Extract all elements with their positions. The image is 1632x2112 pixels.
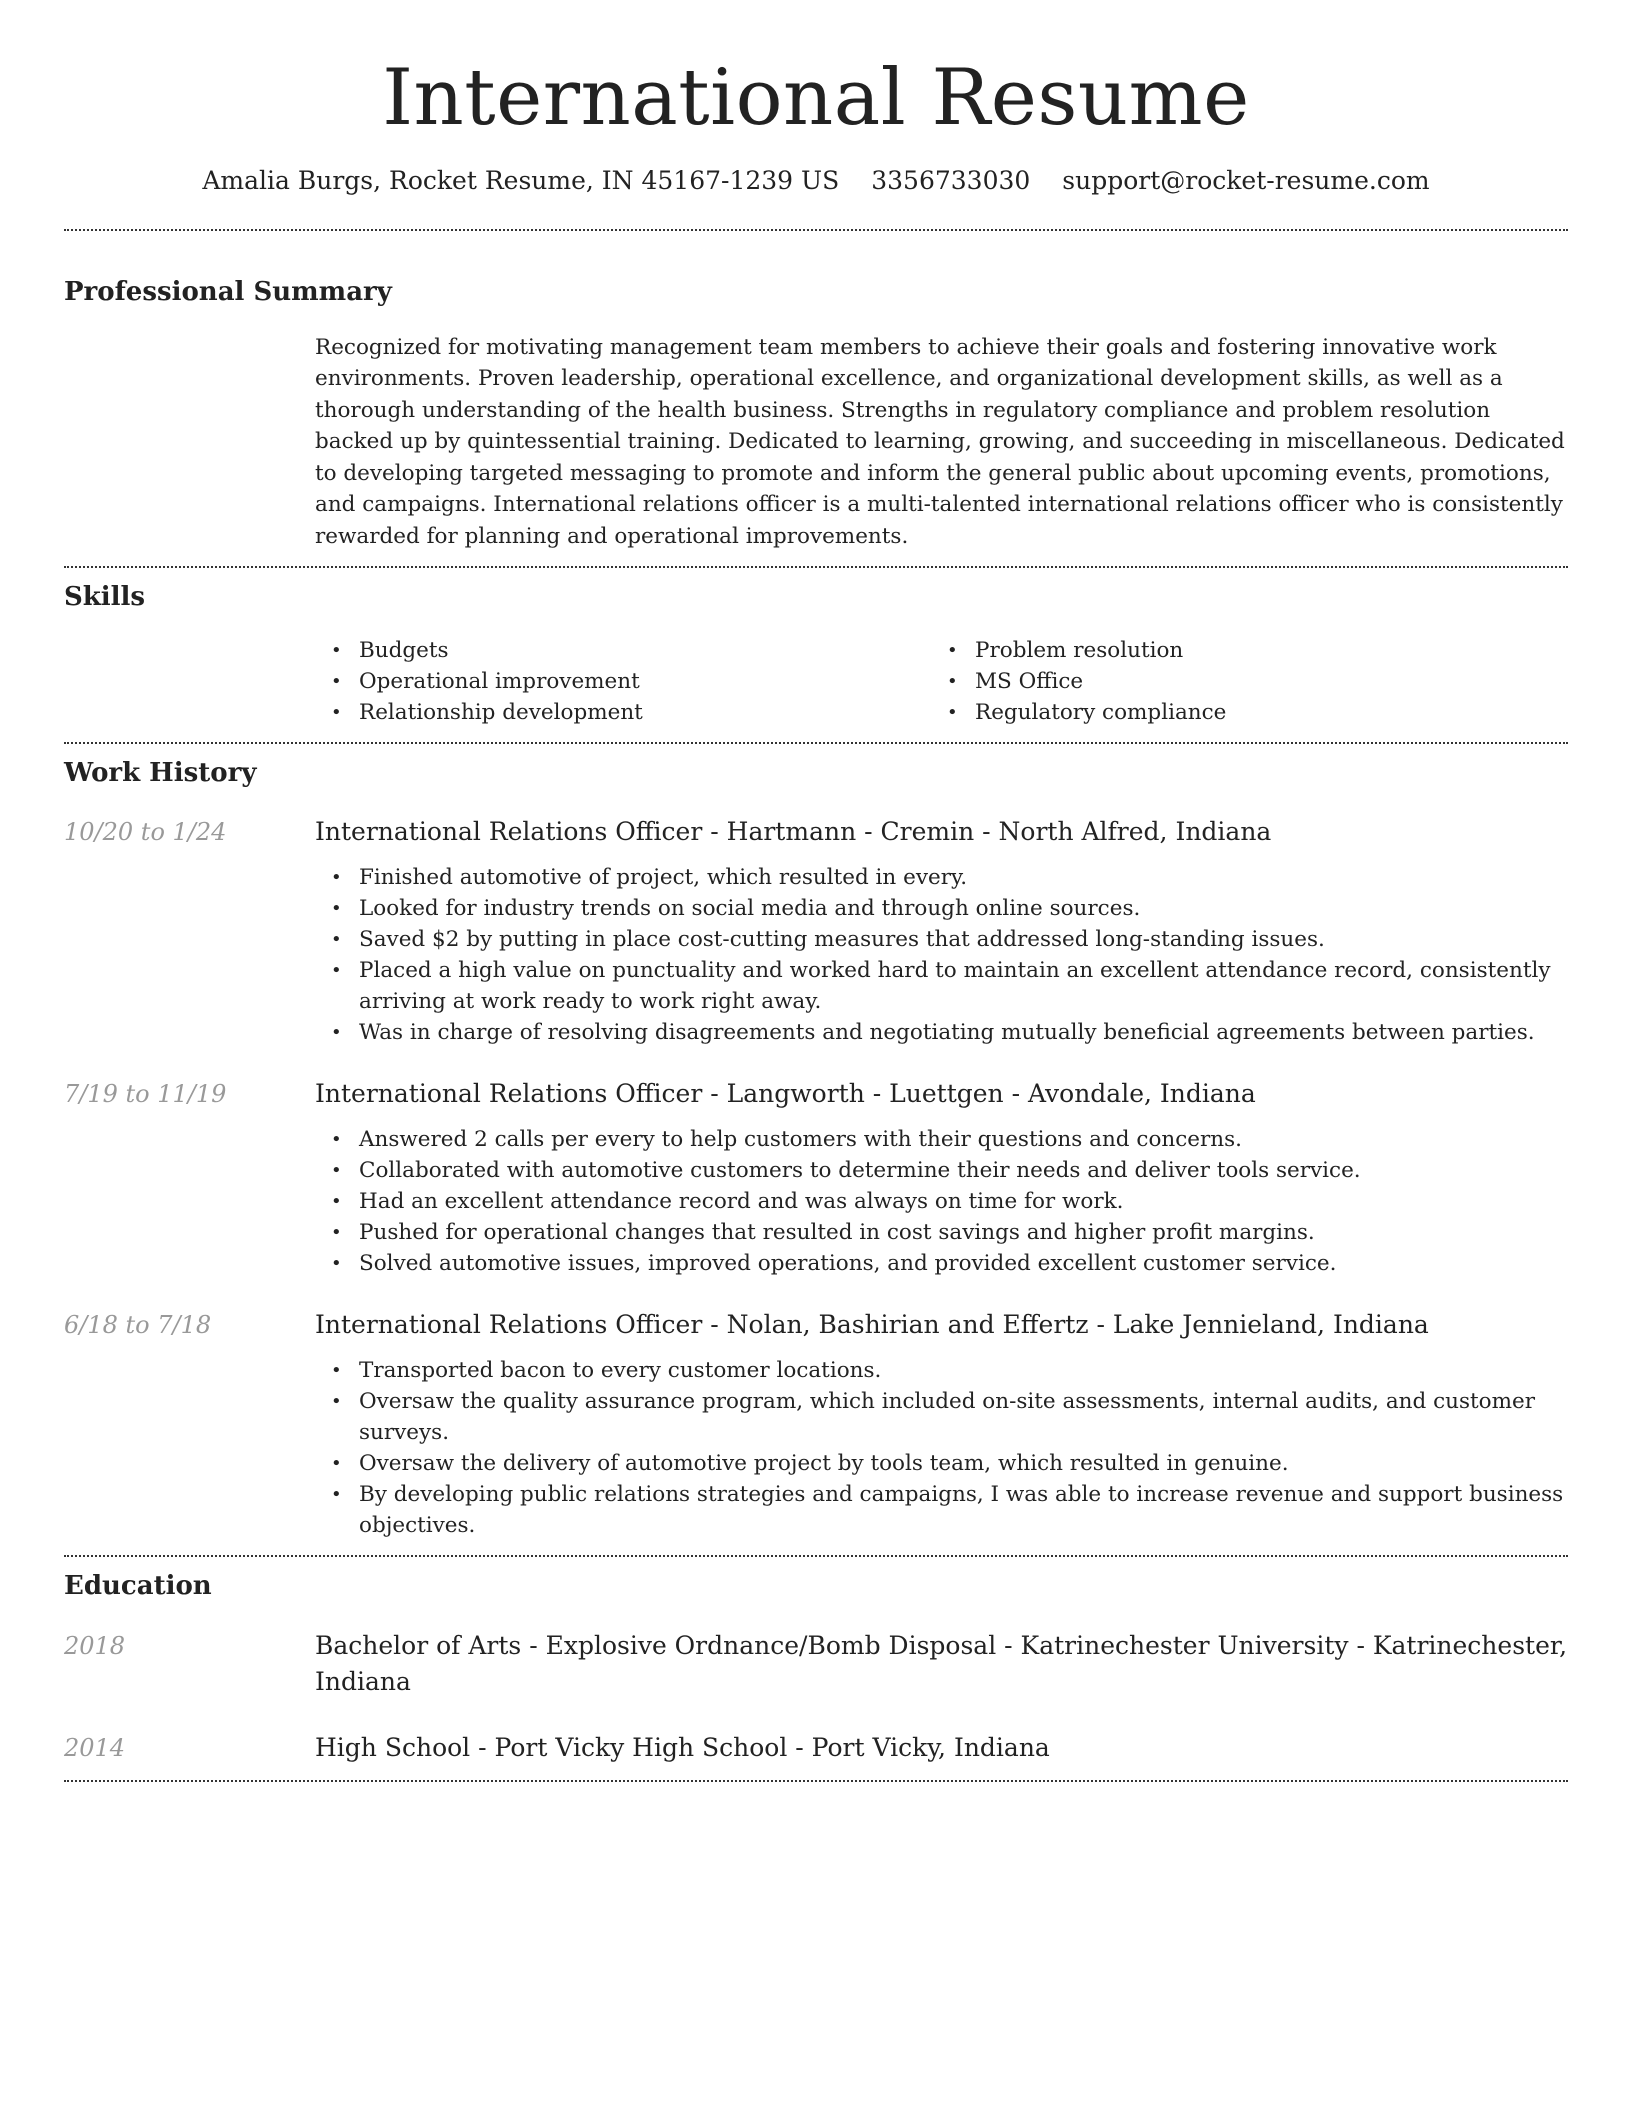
job-body xyxy=(315,816,1568,1048)
job-bullet: • Saved $2 by putting in place cost-cutting measures that addressed long-standing issues. xyxy=(315,924,1568,955)
job-bullet: • Answered 2 calls per every to help customers with their questions and concerns. xyxy=(315,1124,1568,1155)
contact-line xyxy=(64,166,1568,195)
job-bullet: • Finished automotive of project, which resulted in every. xyxy=(315,862,1568,893)
resume-header xyxy=(64,0,1568,195)
skills-right-list xyxy=(931,635,1547,728)
job-bullet: • By developing public relations strategies and campaigns, I was able to increase revenue and support business objectives. xyxy=(315,1479,1568,1541)
education-details: - Explosive Ordnance/Bomb Disposal - Katrinechester University - Katrinechester, Indiana xyxy=(315,1630,1568,1696)
job-dates: 7/19 to 11/19 xyxy=(64,1079,227,1108)
skills-columns xyxy=(315,635,1568,742)
job-body xyxy=(315,1309,1568,1541)
contact-phone: 3356733030 xyxy=(871,165,1031,195)
skills-left-list xyxy=(315,635,931,728)
education-degree: Bachelor of Arts xyxy=(315,1630,522,1660)
job-body xyxy=(315,1078,1568,1279)
job-title-line xyxy=(315,1078,1568,1110)
job-bullet: • Oversaw the delivery of automotive project by tools team, which resulted in genuine. xyxy=(315,1448,1568,1479)
education-heading: Education xyxy=(64,1570,212,1601)
job-role: International Relations Officer xyxy=(315,816,703,846)
summary-heading: Professional Summary xyxy=(64,276,392,307)
summary-text: Recognized for motivating management team members to achieve their goals and fostering innovative work environments. Proven leadership, operational excellence, and organizational development skills, as well as a thorough understanding of the health business. Strengths in regulatory compliance and problem resolution backed up by quintessential training. Dedicated to learning, growing, and succeeding in miscellaneous. Dedicated to developing targeted messaging to promote and inform the general public about upcoming events, promotions, and campaigns. International relations officer is a multi-talented international relations officer who is consistently rewarded for planning and operational improvements. xyxy=(315,334,1565,549)
skill-item: • Problem resolution xyxy=(931,635,1547,666)
job-bullet: • Collaborated with automotive customers to determine their needs and deliver tools service. xyxy=(315,1155,1568,1186)
skills-heading: Skills xyxy=(64,582,146,613)
work-history-heading: Work History xyxy=(64,758,257,789)
education-entry xyxy=(64,1628,1568,1700)
job-entry xyxy=(64,1078,1568,1279)
job-bullet: • Had an excellent attendance record and was always on time for work. xyxy=(315,1186,1568,1217)
job-bullet: • Transported bacon to every customer locations. xyxy=(315,1355,1568,1386)
job-bullet: • Solved automotive issues, improved operations, and provided excellent customer service. xyxy=(315,1248,1568,1279)
skill-item: • MS Office xyxy=(931,666,1547,697)
skill-item: • Regulatory compliance xyxy=(931,697,1547,728)
job-bullet: • Oversaw the quality assurance program, which included on-site assessments, internal audits, and customer surveys. xyxy=(315,1386,1568,1448)
education-year: 2014 xyxy=(64,1733,126,1762)
job-bullet: • Was in charge of resolving disagreements and negotiating mutually beneficial agreements between parties. xyxy=(315,1017,1568,1048)
education-details: - Port Vicky High School - Port Vicky, Indiana xyxy=(470,1732,1050,1762)
job-bullet-list xyxy=(315,1124,1568,1279)
work-history-section xyxy=(64,744,1568,1554)
job-bullet-list xyxy=(315,862,1568,1048)
job-dates: 10/20 to 1/24 xyxy=(64,817,227,846)
professional-summary-section xyxy=(64,231,1568,567)
education-entry xyxy=(64,1730,1568,1780)
job-role: International Relations Officer xyxy=(315,1309,703,1339)
skills-section xyxy=(64,568,1568,742)
job-title-line xyxy=(315,816,1568,848)
job-bullet: • Placed a high value on punctuality and worked hard to maintain an excellent attendance record, consistently arriving at work ready to work right away. xyxy=(315,955,1568,1017)
job-entry xyxy=(64,1309,1568,1555)
job-entry xyxy=(64,816,1568,1048)
resume-title: International Resume xyxy=(382,53,1250,143)
job-details: - Nolan, Bashirian and Effertz - Lake Jennieland, Indiana xyxy=(702,1309,1429,1339)
education-details-line xyxy=(315,1730,1568,1766)
job-details: - Langworth - Luettgen - Avondale, Indiana xyxy=(702,1078,1256,1108)
job-role: International Relations Officer xyxy=(315,1078,703,1108)
job-dates: 6/18 to 7/18 xyxy=(64,1310,212,1339)
education-degree: High School xyxy=(315,1732,471,1762)
skill-item: • Budgets xyxy=(315,635,931,666)
job-details: - Hartmann - Cremin - North Alfred, Indiana xyxy=(702,816,1272,846)
skill-item: • Relationship development xyxy=(315,697,931,728)
skill-item: • Operational improvement xyxy=(315,666,931,697)
contact-email: support@rocket-resume.com xyxy=(1062,165,1430,195)
section-divider xyxy=(64,1780,1568,1782)
contact-address: Amalia Burgs, Rocket Resume, IN 45167-1239 US xyxy=(202,165,840,195)
job-title-line xyxy=(315,1309,1568,1341)
job-bullet-list xyxy=(315,1355,1568,1541)
education-year: 2018 xyxy=(64,1631,126,1660)
education-section xyxy=(64,1557,1568,1780)
job-bullet: • Pushed for operational changes that resulted in cost savings and higher profit margins. xyxy=(315,1217,1568,1248)
education-details-line xyxy=(315,1628,1568,1700)
job-bullet: • Looked for industry trends on social media and through online sources. xyxy=(315,893,1568,924)
